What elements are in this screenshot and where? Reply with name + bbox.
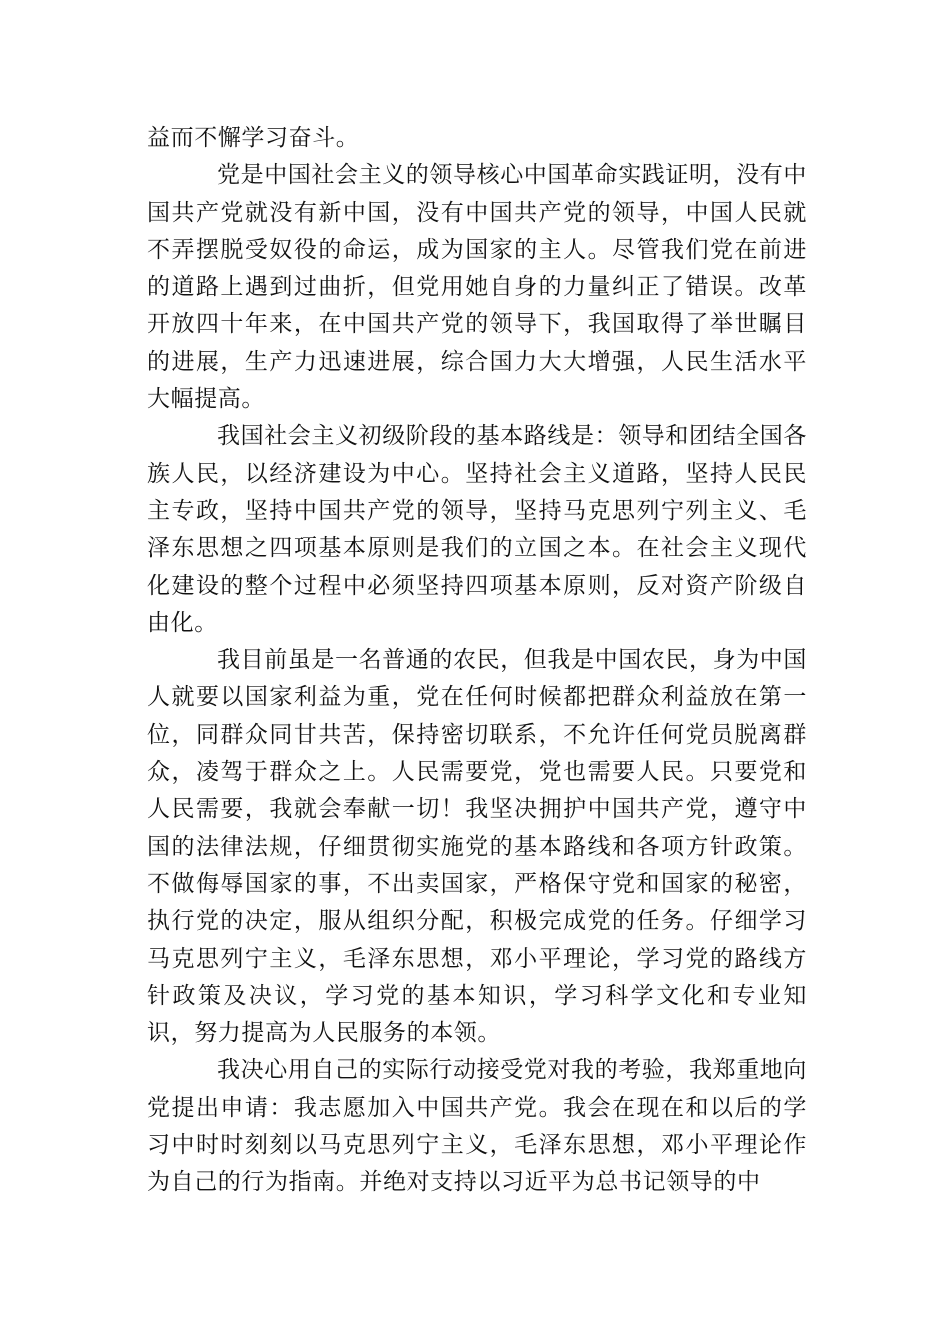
document-body <box>147 120 807 1202</box>
paragraph-basic-line: 我国社会主义初级阶段的基本路线是：领导和团结全国各族人民，以经济建设为中心。坚持社会主义道路，坚持人民民主专政，坚持中国共产党的领导，坚持马克思列宁列主义、毛泽东思想之四项基本原则是我们的立国之本。在社会主义现代化建设的整个过程中必须坚持四项基本原则，反对资产阶级自由化。 <box>147 423 807 636</box>
paragraph-party-leadership: 党是中国社会主义的领导核心中国革命实践证明，没有中国共产党就没有新中国，没有中国共产党的领导，中国人民就不弄摆脱受奴役的命运，成为国家的主人。尽管我们党在前进的道路上遇到过曲折，但党用她自身的力量纠正了错误。改革开放四十年来，在中国共产党的领导下，我国取得了举世瞩目的进展，生产力迅速进展，综合国力大大增强，人民生活水平大幅提高。 <box>147 162 807 413</box>
paragraph-continuation: 益而不懈学习奋斗。 <box>147 125 360 151</box>
paragraph-application: 我决心用自己的实际行动接受党对我的考验，我郑重地向党提出申请：我志愿加入中国共产党。我会在现在和以后的学习中时时刻刻以马克思列宁主义，毛泽东思想，邓小平理论作为自己的行为指南。并绝对支持以习近平为总书记领导的中 <box>147 1057 807 1196</box>
paragraph-personal-commitment: 我目前虽是一名普通的农民，但我是中国农民，身为中国人就要以国家利益为重，党在任何时候都把群众利益放在第一位，同群众同甘共苦，保持密切联系，不允许任何党员脱离群众，凌驾于群众之上。人民需要党，党也需要人民。只要党和人民需要，我就会奉献一切！我坚决拥护中国共产党，遵守中国的法律法规，仔细贯彻实施党的基本路线和各项方针政策。不做侮辱国家的事，不出卖国家，严格保守党和国家的秘密，执行党的决定，服从组织分配，积极完成党的任务。仔细学习马克思列宁主义，毛泽东思想，邓小平理论，学习党的路线方针政策及决议，学习党的基本知识，学习科学文化和专业知识，努力提高为人民服务的本领。 <box>147 647 807 1047</box>
